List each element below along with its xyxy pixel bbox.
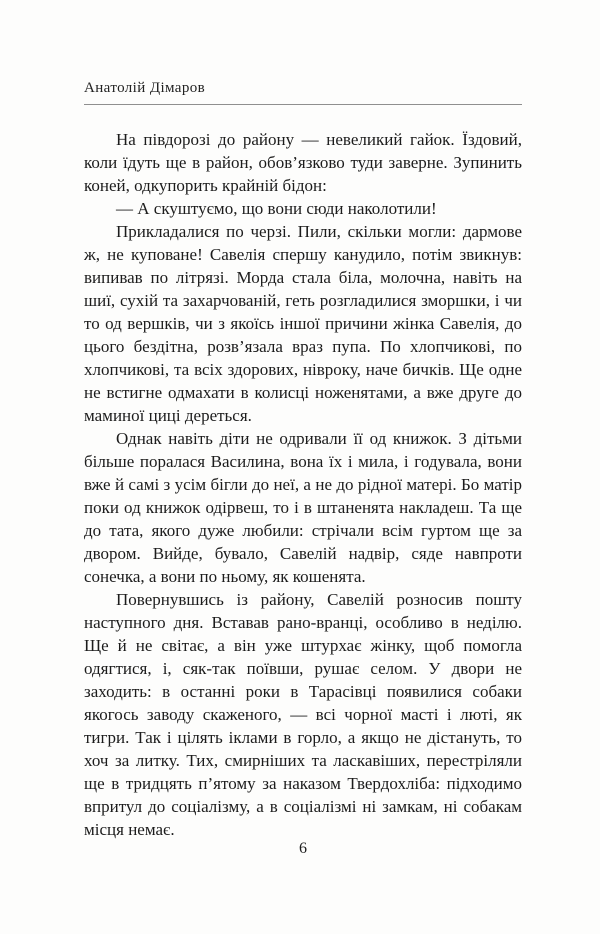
paragraph: Повернувшись із району, Савелій розносив пошту наступного дня. Вставав рано-вранці, особливо в неділю. Ще й не світає, а він уже штурхає жінку, щоб помогла одягтися, і, сяк-так поївши, рушає селом. У двори не заходить: в останні роки в Тарасівці появилися собаки якогось заводу скаженого, — всі чорної масті і люті, як тигри. Так і цілять іклами в горло, а якщо не дістануть, то хоч за литку. Тих, смирніших та ласкавіших, перестріляли ще в тридцять п’ятому за наказом Твердохліба: підходимо впритул до соціалізму, а в соціалізмі ні замкам, ні собакам місця немає. (84, 590, 522, 839)
author-name: Анатолій Дімаров (84, 80, 206, 96)
header-rule (84, 104, 522, 105)
text-block (84, 128, 522, 841)
page-number: 6 (299, 840, 307, 857)
page-content (84, 80, 522, 841)
paragraph: Прикладалися по черзі. Пили, скільки могли: дармове ж, не куповане! Савелія спершу канудило, потім звикнув: випивав по літрязі. Морда стала біла, молочна, навіть на шиї, сухій та захарчованій, геть розгладилися зморшки, і чи то од вершків, чи з якоїсь іншої причини жінка Савелія, до цього бездітна, розв’язала враз пупа. По хлопчикові, по хлопчикові, та всіх здорових, нівроку, наче бичків. Ще одне не встигне одмахати в колисці ноженятами, а вже друге до маминої циці дереться. (84, 222, 522, 425)
running-header (84, 80, 522, 105)
paragraph: — А скуштуємо, що вони сюди наколотили! (116, 199, 437, 218)
paragraph: Однак навіть діти не одривали її од книжок. З дітьми більше поралася Василина, вона їх і мила, і годувала, вони вже й самі з усім бігли до неї, а не до рідної матері. Бо матір поки од книжок одірвеш, то і в штаненята накладеш. Та ще до тата, якого дуже любили: стрічали всім гуртом ще за двором. Вийде, бувало, Савелій надвір, сяде навпроти сонечка, а вони по ньому, як кошенята. (84, 429, 522, 586)
paragraph: На півдорозі до району — невеликий гайок. Їздовий, коли їдуть ще в район, обов’язково туди заверне. Зупинить коней, одкупорить крайній бідон: (84, 130, 522, 195)
